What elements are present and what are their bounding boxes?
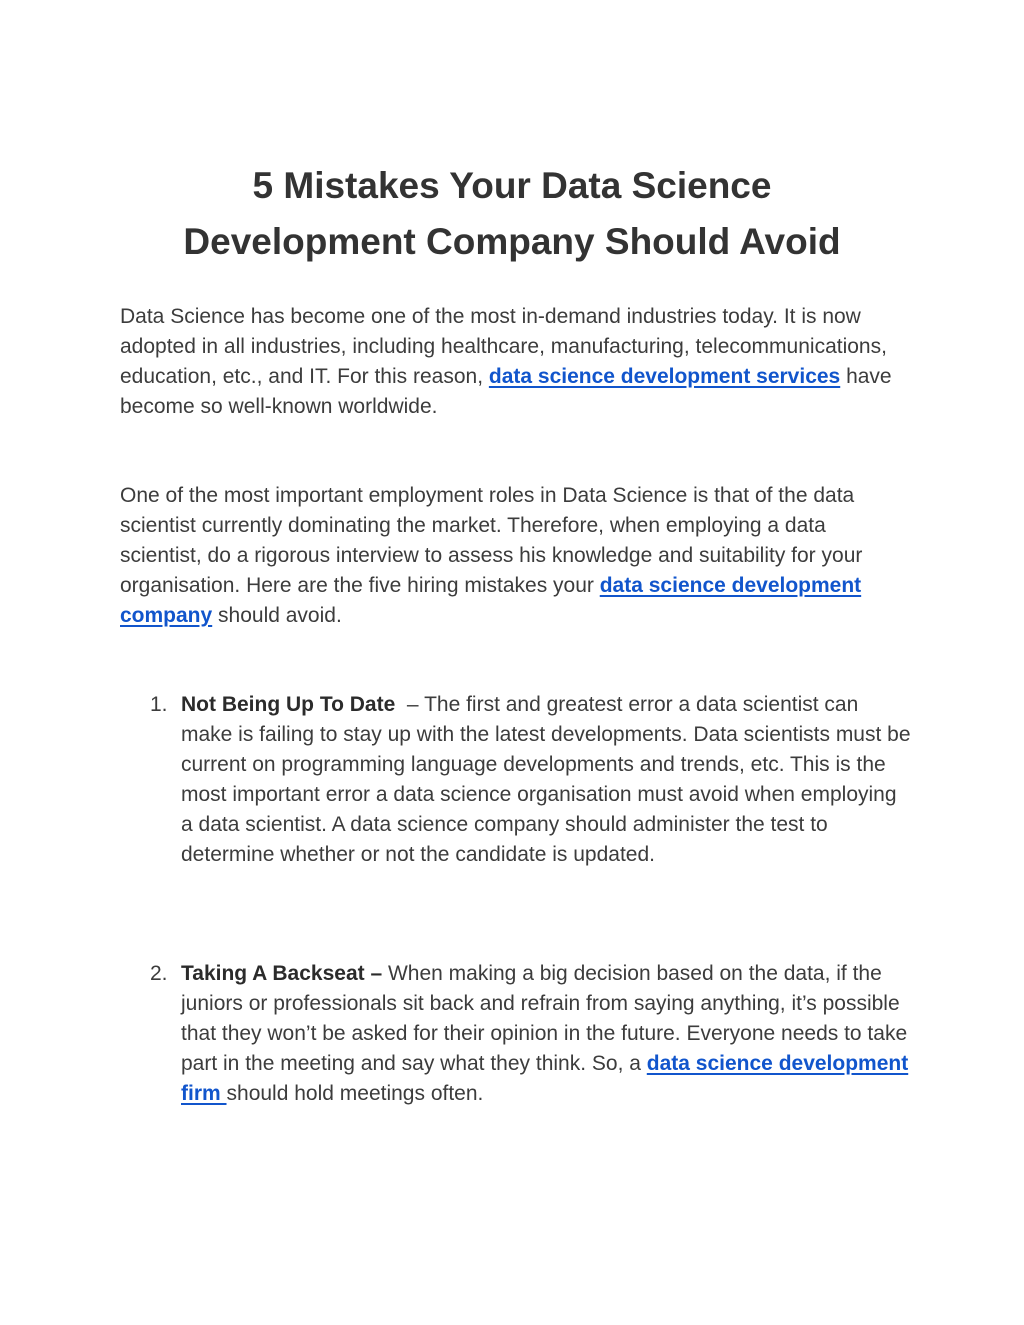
list-item-text: – The first and greatest error a data scientist can make is failing to stay up with the latest developments. Data scientists must be current on programming language developments and trends, etc. This is the most important error a data science organisation must avoid when employing a data scientist. A data science company should administer the test to determine whether or not the candidate is updated. (181, 693, 917, 866)
data-science-development-firm-link[interactable]: data science development firm (181, 1052, 909, 1105)
intro-text: Data Science has become one of the most in-demand industries today. It is now adopted in all industries, including healthcare, manufacturing, telecommunications, education, etc., and IT. For this reason, (120, 305, 887, 388)
list-item-text-end: should hold meetings often. (226, 1082, 484, 1105)
employment-paragraph (120, 481, 910, 631)
list-item-heading: Not Being Up To Date (181, 693, 396, 716)
list-number: 2. (150, 962, 168, 985)
list-item (120, 690, 920, 870)
data-science-development-services-link[interactable]: data science development services (488, 365, 841, 388)
data-science-development-company-link[interactable]: data science development company (120, 574, 862, 627)
intro-paragraph (120, 302, 910, 422)
intro-text-end: have become so well-known worldwide. (120, 365, 892, 418)
title-line-2: Development Company Should Avoid (183, 221, 841, 262)
employment-text: One of the most important employment roles in Data Science is that of the data scientist currently dominating the market. Therefore, when employing a data scientist, do a rigorous interview to assess his knowledge and suitability for your organisation. Here are the five hiring mistakes your (120, 484, 863, 597)
title-line-1: 5 Mistakes Your Data Science (252, 165, 772, 206)
list-number: 1. (150, 693, 168, 716)
list-item-body (181, 690, 917, 870)
page-title (100, 158, 924, 270)
list-item-text: When making a big decision based on the data, if the juniors or professionals sit back and refrain from saying anything, it’s possible that they won’t be asked for their opinion in the future. Everyone needs to take part in the meeting and say what they think. So, a (181, 962, 908, 1075)
employment-text-end: should avoid. (212, 604, 342, 627)
list-item (120, 959, 920, 1109)
list-item-body (181, 959, 911, 1109)
list-item-heading: Taking A Backseat – (181, 962, 383, 985)
